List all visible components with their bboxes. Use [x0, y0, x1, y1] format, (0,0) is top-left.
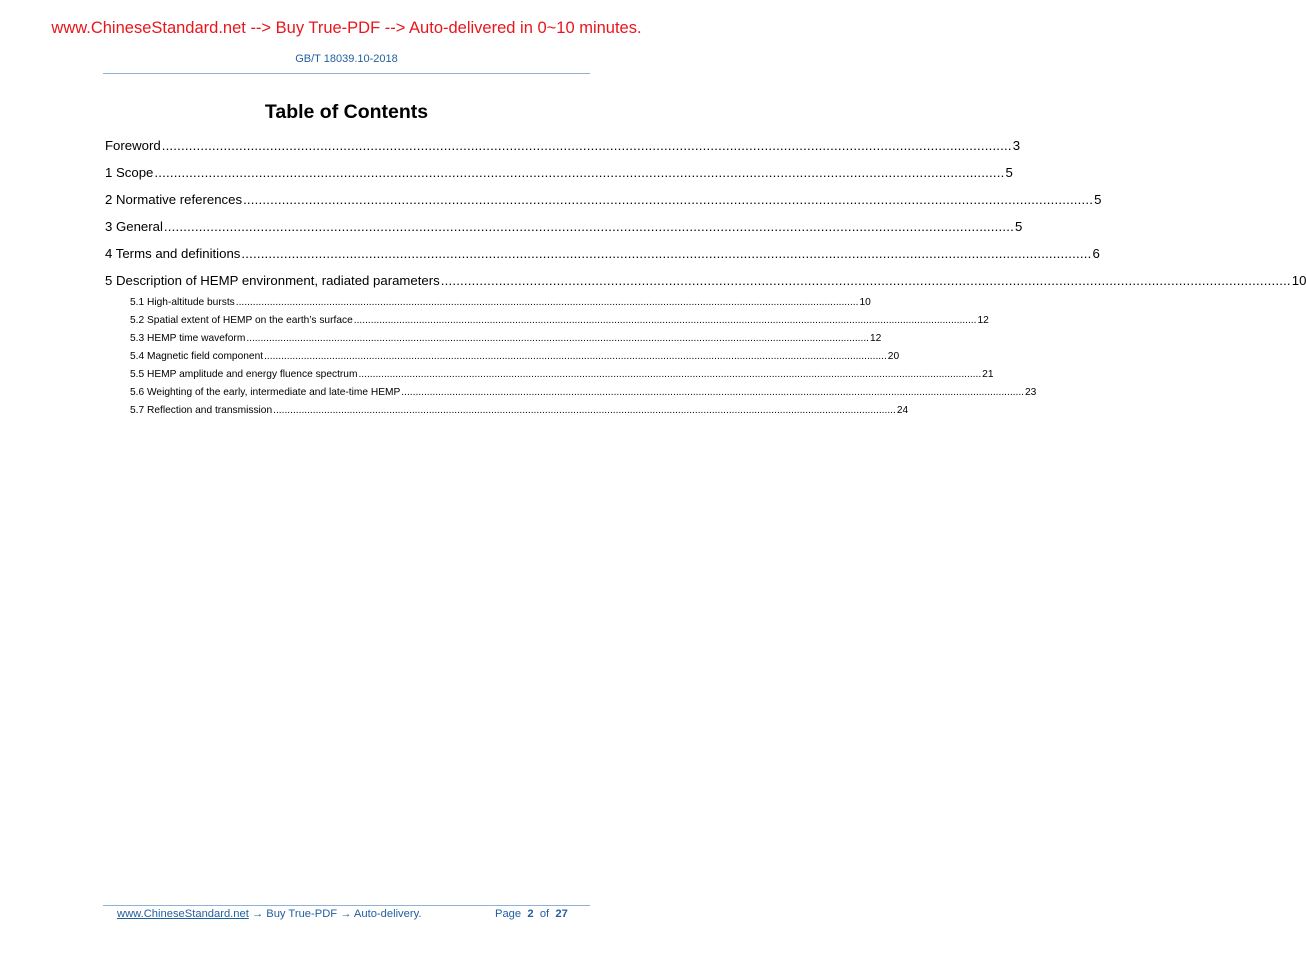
toc-leader-dots: ............................................................................................................................................................................................................................ [161, 138, 1012, 153]
toc-entry-label: 5.5 HEMP amplitude and energy fluence spectrum [130, 369, 358, 380]
toc-entry-page: 12 [870, 333, 882, 344]
toc-leader-dots: ............................................................................................................................................................................................................................ [246, 333, 870, 344]
toc-entry-scope[interactable] [105, 165, 1013, 180]
toc-entry-label: 3 General [105, 219, 163, 234]
toc-entry-5-5[interactable] [130, 369, 994, 380]
page-current: 2 [527, 908, 534, 920]
toc-entry-page: 10 [1291, 273, 1306, 288]
toc-entry-page: 5 [1094, 192, 1102, 207]
toc-entry-label: 5.1 High-altitude bursts [130, 297, 235, 308]
page-total: 27 [555, 908, 568, 920]
toc-entry-page: 21 [982, 369, 994, 380]
toc-entry-label: 4 Terms and definitions [105, 246, 241, 261]
toc-entry-label: 5.4 Magnetic field component [130, 351, 264, 362]
toc-entry-page: 12 [977, 315, 989, 326]
toc-title: Table of Contents [264, 101, 429, 123]
toc-leader-dots: ............................................................................................................................................................................................................................ [154, 165, 1005, 180]
toc-entry-label: 5 Description of HEMP environment, radiated parameters [105, 273, 440, 288]
toc-entry-label: 2 Normative references [105, 192, 243, 207]
page-word: Page [495, 908, 522, 920]
page-of: of [539, 908, 550, 920]
toc-entry-label: 1 Scope [105, 165, 154, 180]
toc-entry-page: 5 [1005, 165, 1013, 180]
toc-entry-page: 3 [1012, 138, 1021, 153]
standard-code: GB/T 18039.10-2018 [295, 53, 398, 65]
footer-divider [103, 905, 590, 906]
toc-entry-page: 5 [1014, 219, 1023, 234]
toc-leader-dots: ............................................................................................................................................................................................................................ [440, 273, 1291, 288]
toc-leader-dots: ............................................................................................................................................................................................................................ [235, 297, 859, 308]
toc-entry-5-2[interactable] [130, 315, 989, 326]
toc-entry-page: 24 [896, 405, 909, 416]
toc-entry-page: 10 [859, 297, 871, 308]
toc-entry-5-6[interactable] [130, 387, 1037, 398]
header-divider [103, 73, 590, 74]
toc-entry-label: 5.6 Weighting of the early, intermediate and late-time HEMP [130, 387, 401, 398]
toc-entry-label: 5.3 HEMP time waveform [130, 333, 246, 344]
toc-entry-normative-references[interactable] [105, 192, 1102, 207]
toc-leader-dots: ............................................................................................................................................................................................................................ [243, 192, 1094, 207]
toc-leader-dots: ............................................................................................................................................................................................................................ [358, 369, 982, 380]
top-banner: www.ChineseStandard.net --> Buy True-PDF --> Auto-delivered in 0~10 minutes. [51, 19, 642, 37]
toc-entry-label: 5.2 Spatial extent of HEMP on the earth’s surface [130, 315, 353, 326]
toc-leader-dots: ............................................................................................................................................................................................................................ [401, 387, 1024, 398]
toc-leader-dots: ............................................................................................................................................................................................................................ [273, 405, 896, 416]
toc-entry-label: 5.7 Reflection and transmission [130, 405, 273, 416]
toc-entry-page: 20 [887, 351, 900, 362]
toc-entry-label: Foreword [105, 138, 161, 153]
toc-leader-dots: ............................................................................................................................................................................................................................ [163, 219, 1014, 234]
toc-leader-dots: ............................................................................................................................................................................................................................ [353, 315, 977, 326]
toc-leader-dots: ............................................................................................................................................................................................................................ [264, 351, 887, 362]
toc-entry-general[interactable] [105, 219, 1023, 234]
footer-site-link[interactable]: www.ChineseStandard.net [117, 908, 249, 920]
toc-entry-5-4[interactable] [130, 351, 900, 362]
toc-leader-dots: ............................................................................................................................................................................................................................ [241, 246, 1092, 261]
toc-entry-page: 6 [1092, 246, 1100, 261]
toc-entry-foreword[interactable] [105, 138, 1021, 153]
footer-tagline: → Buy True-PDF → Auto-delivery. [248, 908, 422, 920]
page-footer [117, 908, 587, 920]
toc-entry-page: 23 [1025, 387, 1037, 398]
page-indicator [495, 908, 568, 920]
toc-entry-5-7[interactable] [130, 405, 909, 416]
toc-entry-5-3[interactable] [130, 333, 882, 344]
toc-entry-terms-definitions[interactable] [105, 246, 1100, 261]
toc-entry-hemp-description[interactable] [105, 273, 1306, 288]
toc-entry-5-1[interactable] [130, 297, 871, 308]
